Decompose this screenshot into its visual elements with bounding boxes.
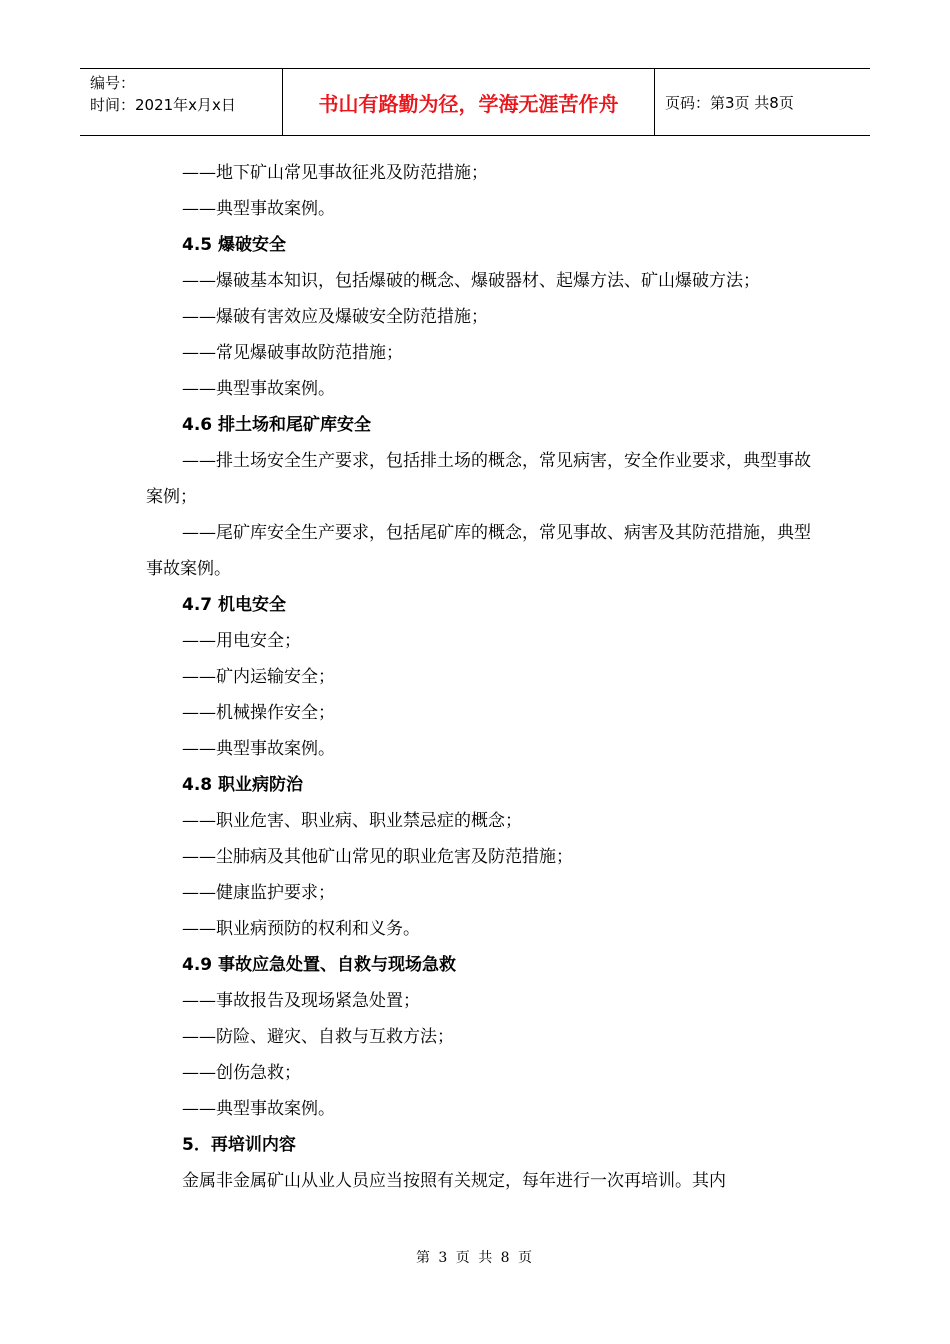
list-item: ——典型事故案例。 xyxy=(182,739,335,759)
serial-number-label: 编号： xyxy=(90,74,136,92)
section-heading: 5．再培训内容 xyxy=(182,1135,296,1155)
list-item: ——爆破有害效应及爆破安全防范措施； xyxy=(182,307,488,327)
list-item: ——职业危害、职业病、职业禁忌症的概念； xyxy=(182,811,522,831)
page-footer: 第 3 页 共 8 页 xyxy=(415,1250,535,1266)
list-item: ——矿内运输安全； xyxy=(182,667,335,687)
list-item: ——事故报告及现场紧急处置； xyxy=(182,991,420,1011)
list-item: ——典型事故案例。 xyxy=(182,199,335,219)
list-item: ——防险、避灾、自救与互救方法； xyxy=(182,1027,454,1047)
section-heading: 4.8 职业病防治 xyxy=(182,775,304,795)
header-meta-cell xyxy=(80,69,283,135)
page-header xyxy=(80,68,870,136)
list-item: ——创伤急救； xyxy=(182,1063,301,1083)
section-heading: 4.5 爆破安全 xyxy=(182,235,287,255)
list-item: ——尘肺病及其他矿山常见的职业危害及防范措施； xyxy=(182,847,573,867)
list-item: ——用电安全； xyxy=(182,631,301,651)
section-heading: 4.6 排土场和尾矿库安全 xyxy=(182,415,372,435)
header-motto: 书山有路勤为径，学海无涯苦作舟 xyxy=(283,69,655,135)
document-body xyxy=(146,155,816,1199)
list-item: ——典型事故案例。 xyxy=(182,379,335,399)
list-item: 金属非金属矿山从业人员应当按照有关规定，每年进行一次再培训。其内 xyxy=(182,1171,726,1191)
list-item: ——健康监护要求； xyxy=(182,883,335,903)
list-item: ——机械操作安全； xyxy=(182,703,335,723)
list-item: ——职业病预防的权利和义务。 xyxy=(182,919,420,939)
list-item: ——排土场安全生产要求，包括排土场的概念，常见病害，安全作业要求，典型事故案例； xyxy=(146,451,811,507)
list-item: ——尾矿库安全生产要求，包括尾矿库的概念，常见事故、病害及其防范措施，典型事故案例。 xyxy=(146,523,811,579)
list-item: ——常见爆破事故防范措施； xyxy=(182,343,403,363)
section-heading: 4.9 事故应急处置、自救与现场急救 xyxy=(182,955,457,975)
list-item: ——典型事故案例。 xyxy=(182,1099,335,1119)
date-line: 时间：2021年x月x日 xyxy=(90,96,236,114)
section-heading: 4.7 机电安全 xyxy=(182,595,287,615)
header-page-info: 页码：第3页 共8页 xyxy=(665,93,794,112)
list-item: ——爆破基本知识，包括爆破的概念、爆破器材、起爆方法、矿山爆破方法； xyxy=(182,271,760,291)
list-item: ——地下矿山常见事故征兆及防范措施； xyxy=(182,163,488,183)
